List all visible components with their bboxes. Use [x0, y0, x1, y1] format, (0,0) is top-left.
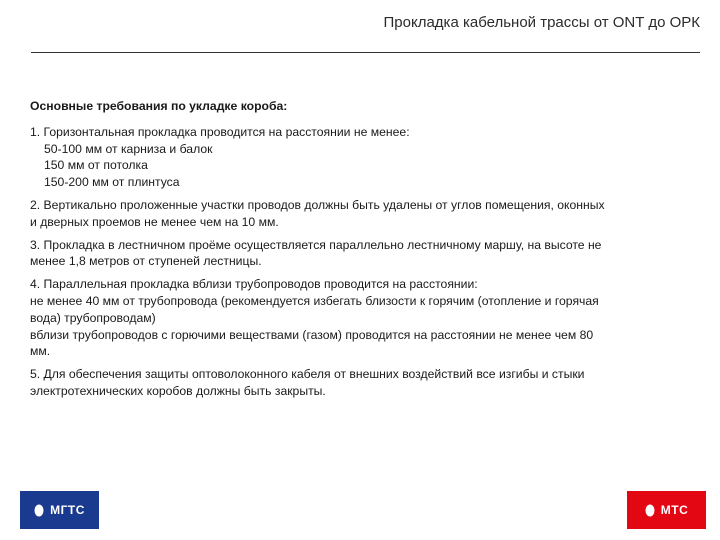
mgts-logo	[20, 491, 99, 529]
requirement-item-2	[30, 197, 698, 231]
requirement-3-line: 3. Прокладка в лестничном проёме осуществляется параллельно лестничному маршу, на высоте не	[30, 237, 602, 252]
requirements-body	[30, 98, 698, 406]
requirement-4-line: мм.	[30, 344, 51, 359]
mgts-logo-text: МГТС	[50, 503, 85, 517]
requirement-3-line: менее 1,8 метров от ступеней лестницы.	[30, 254, 262, 269]
requirement-5-line: электротехнических коробов должны быть закрыты.	[30, 383, 326, 398]
requirement-1-line: 150-200 мм от плинтуса	[44, 175, 180, 190]
requirement-4-line: вода) трубопроводам)	[30, 310, 156, 325]
mts-logo-text: МТС	[660, 503, 689, 517]
page-title: Прокладка кабельной трассы от ONT до ОРК	[383, 14, 700, 31]
requirement-5-line: 5. Для обеспечения защиты оптоволоконного кабеля от внешних воздействий все изгибы и стыки	[30, 367, 585, 382]
requirement-item-4	[30, 276, 698, 360]
requirement-2-line: и дверных проемов не менее чем на 10 мм.	[30, 214, 279, 229]
requirements-heading: Основные требования по укладке короба:	[30, 99, 288, 113]
egg-icon	[645, 503, 655, 517]
egg-icon	[34, 503, 44, 517]
requirement-4-line: не менее 40 мм от трубопровода (рекомендуется избегать близости к горячим (отопление и горячая	[30, 293, 599, 308]
requirement-1-intro: 1. Горизонтальная прокладка проводится на расстоянии не менее:	[30, 124, 410, 139]
requirement-item-3	[30, 237, 698, 271]
requirement-4-line: вблизи трубопроводов с горючими веществами (газом) проводится на расстоянии не менее чем 80	[30, 327, 594, 342]
requirement-2-line: 2. Вертикально проложенные участки проводов должны быть удалены от углов помещения, оконных	[30, 197, 605, 212]
title-divider	[31, 52, 700, 53]
requirement-1-line: 50-100 мм от карниза и балок	[44, 141, 213, 156]
requirement-1-line: 150 мм от потолка	[44, 158, 148, 173]
requirement-4-line: 4. Параллельная прокладка вблизи трубопроводов проводится на расстоянии:	[30, 277, 478, 292]
requirement-item-1	[30, 124, 698, 191]
mts-logo	[627, 491, 706, 529]
requirement-item-5	[30, 366, 698, 400]
